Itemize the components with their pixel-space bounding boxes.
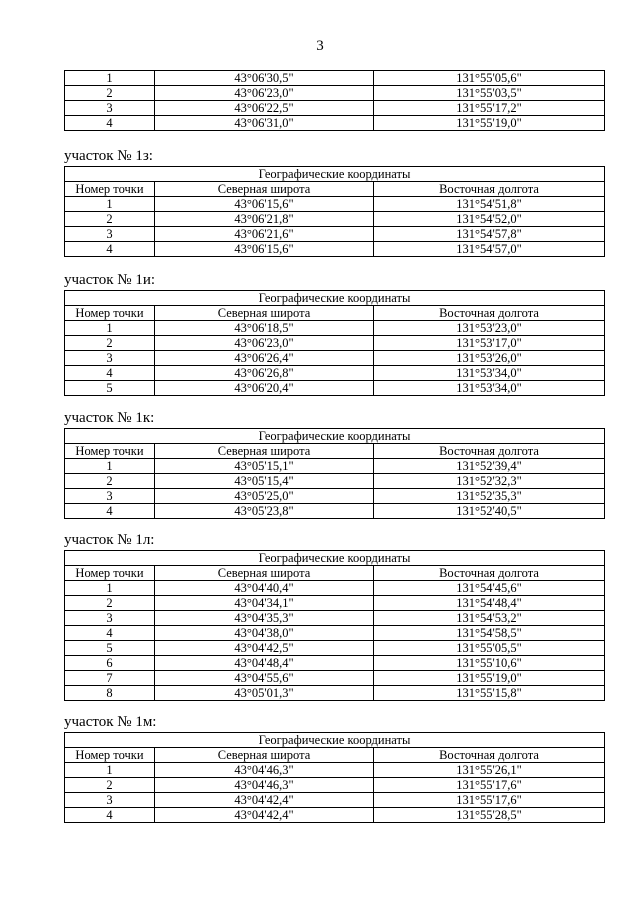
table-row [65, 641, 605, 656]
longitude: 131°54'51,8" [374, 197, 605, 212]
table-header-row [65, 306, 605, 321]
longitude: 131°52'32,3" [374, 474, 605, 489]
latitude: 43°05'23,8" [155, 504, 374, 519]
point-number: 2 [65, 474, 155, 489]
table-row [65, 763, 605, 778]
coordinates-table [64, 428, 605, 519]
point-number: 1 [65, 763, 155, 778]
table-row [65, 581, 605, 596]
column-header: Восточная долгота [374, 444, 605, 459]
latitude: 43°06'26,4" [155, 351, 374, 366]
point-number: 6 [65, 656, 155, 671]
table-row [65, 778, 605, 793]
longitude: 131°55'10,6" [374, 656, 605, 671]
table-row [65, 474, 605, 489]
table-header-row [65, 444, 605, 459]
table-header-row [65, 429, 605, 444]
point-number: 4 [65, 808, 155, 823]
table-header-row [65, 291, 605, 306]
table-row [65, 101, 605, 116]
latitude: 43°06'26,8" [155, 366, 374, 381]
point-number: 8 [65, 686, 155, 701]
longitude: 131°55'03,5" [374, 86, 605, 101]
point-number: 1 [65, 321, 155, 336]
table-header-row [65, 167, 605, 182]
latitude: 43°06'18,5" [155, 321, 374, 336]
table-header-row [65, 733, 605, 748]
section-1l [64, 532, 605, 701]
longitude: 131°55'19,0" [374, 671, 605, 686]
point-number: 3 [65, 489, 155, 504]
longitude: 131°53'26,0" [374, 351, 605, 366]
column-header: Номер точки [65, 748, 155, 763]
longitude: 131°55'05,5" [374, 641, 605, 656]
latitude: 43°06'22,5" [155, 101, 374, 116]
latitude: 43°05'15,1" [155, 459, 374, 474]
coord-header: Географические координаты [65, 551, 605, 566]
latitude: 43°06'20,4" [155, 381, 374, 396]
latitude: 43°04'34,1" [155, 596, 374, 611]
section-title: участок № 1м: [64, 714, 157, 730]
longitude: 131°54'57,0" [374, 242, 605, 257]
top-coordinates-block [64, 70, 605, 131]
latitude: 43°06'21,8" [155, 212, 374, 227]
longitude: 131°52'40,5" [374, 504, 605, 519]
table-header-row [65, 566, 605, 581]
column-header: Северная широта [155, 748, 374, 763]
longitude: 131°55'05,6" [374, 71, 605, 86]
longitude: 131°54'45,6" [374, 581, 605, 596]
point-number: 4 [65, 626, 155, 641]
point-number: 4 [65, 504, 155, 519]
table-row [65, 489, 605, 504]
table-row [65, 808, 605, 823]
column-header: Номер точки [65, 182, 155, 197]
point-number: 2 [65, 212, 155, 227]
table-row [65, 242, 605, 257]
longitude: 131°54'52,0" [374, 212, 605, 227]
longitude: 131°55'28,5" [374, 808, 605, 823]
longitude: 131°54'48,4" [374, 596, 605, 611]
page-number: 3 [316, 38, 324, 54]
latitude: 43°06'15,6" [155, 242, 374, 257]
column-header: Восточная долгота [374, 748, 605, 763]
column-header: Номер точки [65, 306, 155, 321]
point-number: 3 [65, 101, 155, 116]
latitude: 43°04'42,5" [155, 641, 374, 656]
point-number: 3 [65, 611, 155, 626]
table-header-row [65, 748, 605, 763]
latitude: 43°05'01,3" [155, 686, 374, 701]
latitude: 43°06'31,0" [155, 116, 374, 131]
longitude: 131°55'26,1" [374, 763, 605, 778]
point-number: 3 [65, 793, 155, 808]
column-header: Восточная долгота [374, 306, 605, 321]
table-header-row [65, 182, 605, 197]
section-title: участок № 1з: [64, 148, 153, 164]
column-header: Восточная долгота [374, 182, 605, 197]
table-row [65, 227, 605, 242]
longitude: 131°53'23,0" [374, 321, 605, 336]
latitude: 43°04'38,0" [155, 626, 374, 641]
table-row [65, 366, 605, 381]
longitude: 131°54'58,5" [374, 626, 605, 641]
longitude: 131°55'15,8" [374, 686, 605, 701]
column-header: Восточная долгота [374, 566, 605, 581]
latitude: 43°05'15,4" [155, 474, 374, 489]
point-number: 2 [65, 86, 155, 101]
column-header: Номер точки [65, 566, 155, 581]
coordinates-table [64, 732, 605, 823]
point-number: 1 [65, 197, 155, 212]
point-number: 5 [65, 641, 155, 656]
top-coordinates-table [64, 70, 605, 131]
coord-header: Географические координаты [65, 733, 605, 748]
longitude: 131°55'17,6" [374, 778, 605, 793]
point-number: 3 [65, 351, 155, 366]
point-number: 2 [65, 778, 155, 793]
table-row [65, 71, 605, 86]
table-row [65, 197, 605, 212]
section-title: участок № 1и: [64, 272, 156, 288]
latitude: 43°04'46,3" [155, 778, 374, 793]
table-row [65, 626, 605, 641]
table-row [65, 596, 605, 611]
latitude: 43°06'21,6" [155, 227, 374, 242]
table-row [65, 611, 605, 626]
coordinates-table [64, 550, 605, 701]
point-number: 4 [65, 116, 155, 131]
longitude: 131°55'19,0" [374, 116, 605, 131]
table-row [65, 212, 605, 227]
table-row [65, 336, 605, 351]
coordinates-table [64, 166, 605, 257]
latitude: 43°06'23,0" [155, 336, 374, 351]
table-row [65, 381, 605, 396]
coord-header: Географические координаты [65, 167, 605, 182]
coordinates-table [64, 290, 605, 396]
section-1i [64, 272, 605, 396]
latitude: 43°04'48,4" [155, 656, 374, 671]
table-row [65, 321, 605, 336]
table-row [65, 686, 605, 701]
longitude: 131°55'17,2" [374, 101, 605, 116]
longitude: 131°53'34,0" [374, 381, 605, 396]
table-row [65, 116, 605, 131]
table-row [65, 504, 605, 519]
latitude: 43°04'40,4" [155, 581, 374, 596]
column-header: Северная широта [155, 182, 374, 197]
longitude: 131°54'53,2" [374, 611, 605, 626]
latitude: 43°04'42,4" [155, 808, 374, 823]
column-header: Северная широта [155, 306, 374, 321]
point-number: 4 [65, 366, 155, 381]
table-row [65, 459, 605, 474]
point-number: 5 [65, 381, 155, 396]
section-title: участок № 1к: [64, 410, 155, 426]
latitude: 43°04'46,3" [155, 763, 374, 778]
longitude: 131°53'34,0" [374, 366, 605, 381]
longitude: 131°53'17,0" [374, 336, 605, 351]
table-row [65, 351, 605, 366]
table-row [65, 86, 605, 101]
point-number: 3 [65, 227, 155, 242]
longitude: 131°55'17,6" [374, 793, 605, 808]
section-1m [64, 714, 605, 823]
table-row [65, 671, 605, 686]
longitude: 131°54'57,8" [374, 227, 605, 242]
point-number: 1 [65, 581, 155, 596]
coord-header: Географические координаты [65, 429, 605, 444]
table-header-row [65, 551, 605, 566]
latitude: 43°06'30,5" [155, 71, 374, 86]
latitude: 43°04'42,4" [155, 793, 374, 808]
section-title: участок № 1л: [64, 532, 155, 548]
column-header: Северная широта [155, 566, 374, 581]
point-number: 7 [65, 671, 155, 686]
point-number: 1 [65, 71, 155, 86]
latitude: 43°04'55,6" [155, 671, 374, 686]
longitude: 131°52'35,3" [374, 489, 605, 504]
point-number: 1 [65, 459, 155, 474]
latitude: 43°06'15,6" [155, 197, 374, 212]
column-header: Северная широта [155, 444, 374, 459]
longitude: 131°52'39,4" [374, 459, 605, 474]
latitude: 43°05'25,0" [155, 489, 374, 504]
latitude: 43°04'35,3" [155, 611, 374, 626]
point-number: 4 [65, 242, 155, 257]
table-row [65, 793, 605, 808]
coord-header: Географические координаты [65, 291, 605, 306]
point-number: 2 [65, 336, 155, 351]
latitude: 43°06'23,0" [155, 86, 374, 101]
column-header: Номер точки [65, 444, 155, 459]
section-1z [64, 148, 605, 257]
point-number: 2 [65, 596, 155, 611]
section-1k [64, 410, 605, 519]
table-row [65, 656, 605, 671]
